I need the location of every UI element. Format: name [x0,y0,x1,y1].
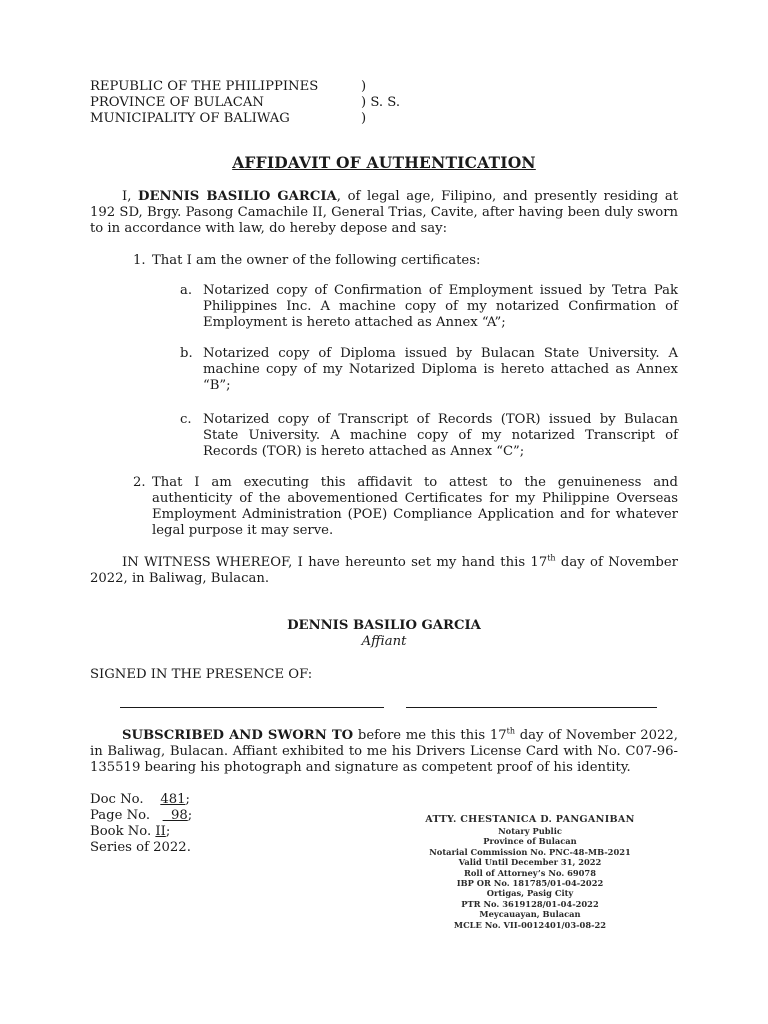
intro-prefix: I, [122,189,139,204]
notary-line: Roll of Attorney’s No. 69078 [464,867,596,878]
sub-item-c [180,412,678,460]
sub-text: Notarized copy of Confirmation of Employment issued by Tetra Pak Philippines Inc. A machine copy of my notarized Confirmation of Employment is hereto attached as Annex “A”; [203,283,678,330]
intro-text: , of legal age, Filipino, and presently residing at 192 SD, Brgy. Pasong Camachile II, General Trias, Cavite, after having been duly sworn to in accordance with law, do hereby depose and say: [90,189,679,236]
jurat-text-end: day of November 2022, in Baliwag, Bulacan. Affiant exhibited to me his Drivers License Card with No. C07-96-135519 bearing his photograph and signature as competent proof of his identity. [90,728,679,775]
list-number: 1. [133,253,146,268]
page-no-label: Page No. [90,808,151,823]
witness-paragraph [90,555,678,587]
notary-line: IBP OR No. 181785/01-04-2022 [456,878,604,889]
list-number: 2. [133,475,146,490]
venue-line [90,95,430,111]
doc-no-value: 481 [160,792,186,807]
jurat-paragraph [90,728,678,776]
notary-line: Valid Until December 31, 2022 [458,857,602,868]
witness-signature-line [120,707,384,708]
venue-province: PROVINCE OF BULACAN [90,95,264,110]
jurat-text: before me this this 17 [353,728,507,743]
notary-line: Province of Bulacan [483,836,577,847]
doc-no-line: Doc No. 481; [90,792,190,807]
witness-sup: th [547,553,556,563]
venue-paren: ) [361,111,367,126]
jurat-sup: th [506,726,515,736]
doc-no-label: Doc No. [90,792,144,807]
list-item-1 [133,253,678,269]
witness-text-end: day of November 2022, in Baliwag, Bulacan. [90,555,678,586]
intro-paragraph [90,189,678,237]
list-item-2 [133,475,678,539]
list-text: That I am executing this affidavit to attest to the genuineness and authenticity of the abovementioned Certificates for my Philippine Overseas Employment Administration (POE) Compliance Application and for whatever legal purpose it may serve. [152,475,678,538]
venue-paren: ) S. S. [361,95,401,110]
page-no-value: 98 [171,808,188,823]
notary-line: PTR No. 3619128/01-04-2022 [461,898,599,909]
list-text: That I am the owner of the following certificates: [152,253,481,268]
sub-letter: c. [180,412,192,427]
sub-item-b [180,346,678,394]
page-no-line: Page No. 98; [90,808,193,823]
notarial-register-info [90,792,192,856]
affiant-name: DENNIS BASILIO GARCIA [287,618,481,633]
witness-signature-line [406,707,657,708]
book-no-line: Book No. II; [90,824,171,839]
notary-line: Notarial Commission No. PNC-48-MB-2021 [429,846,631,857]
notary-line: Meycauayan, Bulacan [479,909,581,920]
affiant-name-inline: DENNIS BASILIO GARCIA [138,189,337,204]
witness-text: IN WITNESS WHEREOF, I have hereunto set my hand this 17 [122,555,548,570]
venue-block [90,79,430,127]
notary-line: Notary Public [498,826,562,836]
venue-paren: ) [361,79,367,94]
book-no-label: Book No. [90,824,152,839]
venue-municipality: MUNICIPALITY OF BALIWAG [90,111,290,126]
notary-name: ATTY. CHESTANICA D. PANGANIBAN [425,814,635,825]
series-line: Series of 2022. [90,840,191,855]
jurat-heading: SUBSCRIBED AND SWORN TO [122,728,354,743]
notary-line: MCLE No. VII-0012401/03-08-22 [453,919,607,930]
venue-republic: REPUBLIC OF THE PHILIPPINES [90,79,319,94]
book-no-value: II [155,824,166,839]
notary-line: Ortigas, Pasig City [486,888,574,899]
document-title: AFFIDAVIT OF AUTHENTICATION [232,153,536,172]
notary-stamp [405,814,655,930]
presence-label: SIGNED IN THE PRESENCE OF: [90,667,313,682]
affiant-role: Affiant [361,634,407,649]
sub-item-a [180,283,678,331]
venue-line [90,79,430,95]
venue-line [90,111,430,127]
sub-letter: a. [180,283,193,298]
sub-letter: b. [180,346,193,361]
sub-text: Notarized copy of Diploma issued by Bulacan State University. A machine copy of my Notarized Diploma is hereto attached as Annex “B”; [203,346,678,393]
sub-text: Notarized copy of Transcript of Records (TOR) issued by Bulacan State University. A machine copy of my notarized Transcript of Records (TOR) is hereto attached as Annex “C”; [203,412,678,459]
